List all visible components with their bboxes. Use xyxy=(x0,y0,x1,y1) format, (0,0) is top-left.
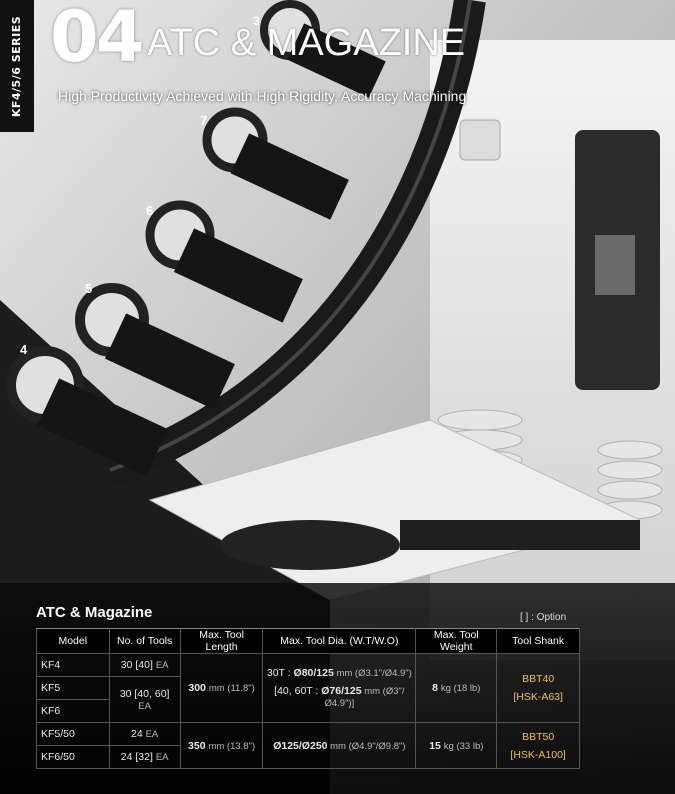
shank-group1 xyxy=(497,654,580,723)
pocket-number-5: 5 xyxy=(85,281,93,296)
shank-group2-option: [HSK-A100] xyxy=(510,748,566,761)
tools-kf4-unit: EA xyxy=(155,660,169,671)
model-kf650: KF6/50 xyxy=(37,746,110,769)
tools-kf650-unit: EA xyxy=(155,752,169,763)
title-ampersand: & xyxy=(230,22,257,64)
dia-group2 xyxy=(263,723,416,769)
spec-table-title: ATC & Magazine xyxy=(36,604,153,621)
shank-group1-value: BBT40 xyxy=(522,673,555,685)
dia-group2-unit: mm (Ø4.9"/Ø9.8") xyxy=(327,740,406,752)
shank-group1-option: [HSK-A63] xyxy=(513,691,563,703)
length-group1-value: 300 xyxy=(188,682,206,694)
model-kf6: KF6 xyxy=(37,700,110,723)
tools-kf550 xyxy=(109,723,180,746)
col-header-tools: No. of Tools xyxy=(109,629,180,654)
dia-group1 xyxy=(263,654,416,723)
tools-kf650-value: 24 [32] xyxy=(120,751,153,763)
model-kf550: KF5/50 xyxy=(37,723,110,746)
tools-kf650 xyxy=(109,746,180,769)
tools-kf5-kf6 xyxy=(109,677,180,723)
table-header-row xyxy=(37,629,580,654)
tools-kf550-unit: EA xyxy=(145,729,159,740)
pocket-number-6: 6 xyxy=(146,203,154,218)
col-header-shank: Tool Shank xyxy=(497,629,580,654)
dia-group1-line2 xyxy=(266,685,412,709)
tools-kf4-value: 30 [40] xyxy=(120,659,153,671)
dia-line1-value: Ø80/125 xyxy=(293,667,334,679)
dia-line2-prefix: [40, 60T : xyxy=(274,685,322,697)
weight-group1-unit: kg (18 lb) xyxy=(440,683,481,694)
table-row-kf4 xyxy=(37,654,580,677)
dia-line1-unit: mm (Ø3.1"/Ø4.9") xyxy=(333,668,412,679)
section-title xyxy=(147,22,465,65)
series-tab xyxy=(0,0,34,132)
title-atc: ATC xyxy=(147,22,221,64)
table-row-kf550 xyxy=(37,723,580,746)
dia-group2-value: Ø125/Ø250 xyxy=(273,739,328,752)
col-header-length: Max. Tool Length xyxy=(180,629,263,654)
pocket-number-4: 4 xyxy=(20,342,28,357)
series-tab-label: KF4/5/6 SERIES xyxy=(10,15,24,117)
section-number: 04 xyxy=(50,0,142,78)
length-group2 xyxy=(180,723,263,769)
dia-line1-prefix: 30T : xyxy=(266,667,294,679)
model-kf5: KF5 xyxy=(37,677,110,700)
dia-line2-unit: mm (Ø3"/Ø4.9")] xyxy=(324,686,405,709)
pocket-number-7: 7 xyxy=(200,113,208,128)
model-kf4: KF4 xyxy=(37,654,110,677)
spec-table xyxy=(36,628,580,769)
tools-kf5-unit: EA xyxy=(138,700,151,712)
shank-group2-value: BBT50 xyxy=(522,730,555,743)
pocket-number-3: 3 xyxy=(253,14,260,28)
length-group1-unit: mm (11.8") xyxy=(208,683,255,694)
tools-kf4 xyxy=(109,654,180,677)
tools-kf5-value: 30 [40, 60] xyxy=(119,687,170,700)
length-group2-unit: mm (13.8") xyxy=(208,740,256,752)
tools-kf550-value: 24 xyxy=(130,728,143,740)
length-group2-value: 350 xyxy=(188,739,206,752)
weight-group2 xyxy=(416,723,497,769)
length-group1 xyxy=(180,654,263,723)
weight-group2-value: 15 xyxy=(429,739,441,752)
shank-group2 xyxy=(497,723,580,769)
weight-group1-value: 8 xyxy=(432,682,438,694)
section-subtitle: High Productivity Achieved with High Rigidity, Accuracy Machining xyxy=(58,88,467,104)
weight-group1 xyxy=(416,654,497,723)
dia-group1-line1 xyxy=(266,667,412,679)
col-header-model: Model xyxy=(37,629,110,654)
col-header-weight: Max. Tool Weight xyxy=(416,629,497,654)
dia-line2-value: Ø76/125 xyxy=(321,685,362,697)
col-header-dia: Max. Tool Dia. (W.T/W.O) xyxy=(263,629,416,654)
option-note: [ ] : Option xyxy=(520,612,567,623)
title-magazine: MAGAZINE xyxy=(266,22,466,64)
weight-group2-unit: kg (33 lb) xyxy=(443,740,484,752)
